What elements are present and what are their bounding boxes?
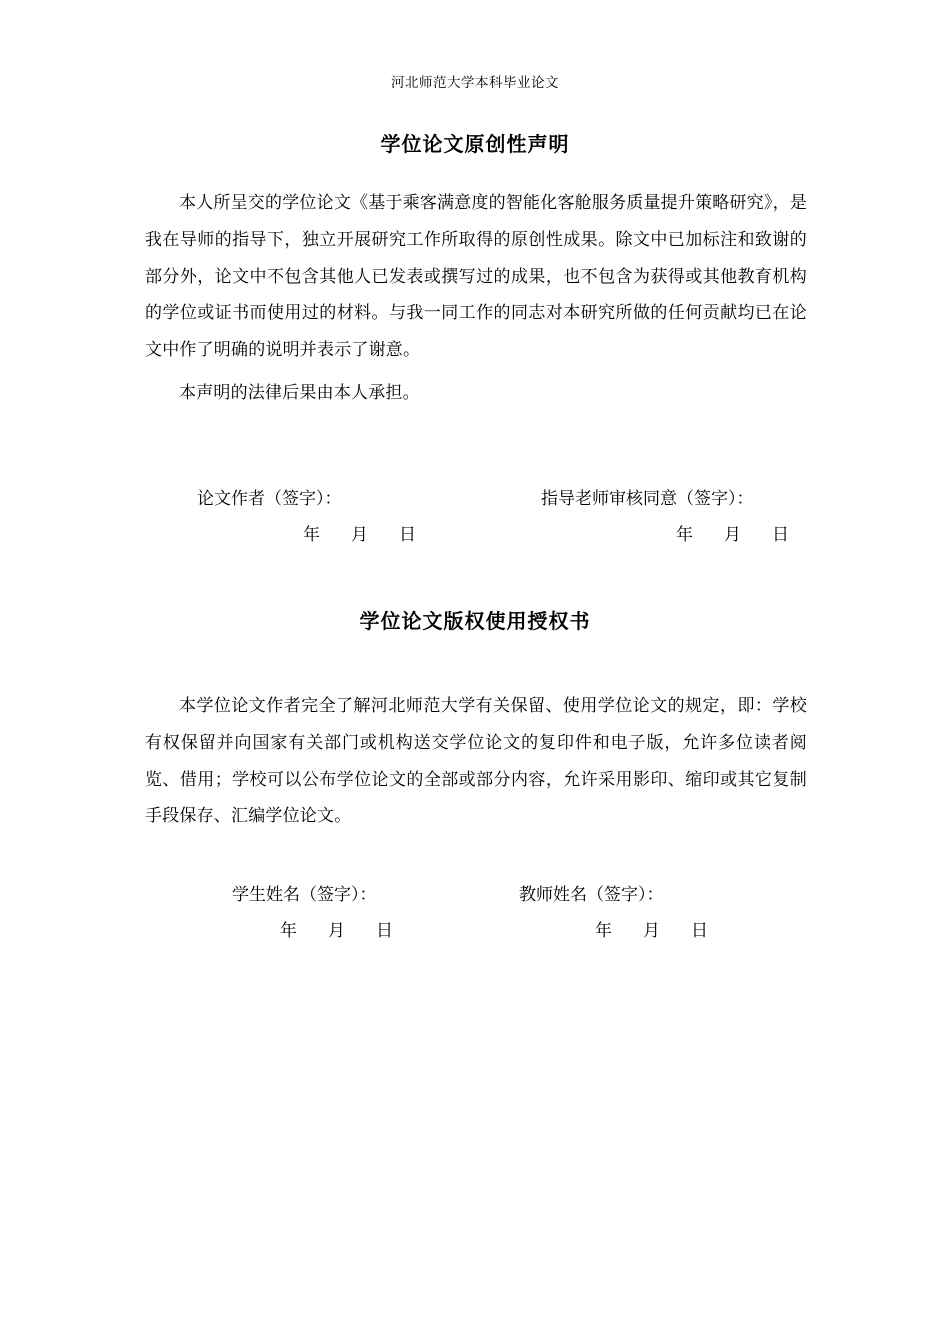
date-month: 月: [643, 921, 660, 941]
legal-responsibility-paragraph: 本声明的法律后果由本人承担。: [179, 383, 420, 403]
date-day: 日: [691, 921, 708, 941]
date-day: 日: [376, 921, 393, 941]
student-signature-label: 学生姓名（签字）：: [232, 885, 377, 905]
author-signature-date: [303, 520, 416, 545]
student-signature-date: [280, 916, 393, 941]
date-month: 月: [328, 921, 345, 941]
teacher-signature-date: [595, 916, 708, 941]
originality-paragraph: 本人所呈交的学位论文《基于乘客满意度的智能化客舱服务质量提升策略研究》，是我在导师的指导下，独立开展研究工作所取得的原创性成果。除文中已加标注和致谢的部分外，论文中不包含其他人已发表或撰写过的成果，也不包含为获得或其他教育机构的学位或证书而使用过的材料。与我一同工作的同志对本研究所做的任何贡献均已在论文中作了明确的说明并表示了谢意。: [145, 193, 807, 361]
date-month: 月: [351, 525, 368, 545]
running-header: 河北师范大学本科毕业论文: [391, 75, 559, 91]
date-year: 年: [595, 921, 612, 941]
author-signature-label: 论文作者（签字）：: [197, 489, 342, 509]
date-year: 年: [676, 525, 693, 545]
date-year: 年: [303, 525, 320, 545]
date-day: 日: [772, 525, 789, 545]
originality-title: 学位论文原创性声明: [380, 132, 570, 156]
advisor-signature-date: [676, 520, 789, 545]
date-day: 日: [399, 525, 416, 545]
date-month: 月: [724, 525, 741, 545]
teacher-signature-label: 教师姓名（签字）：: [519, 885, 664, 905]
copyright-paragraph: 本学位论文作者完全了解河北师范大学有关保留、使用学位论文的规定，即：学校有权保留并向国家有关部门或机构送交学位论文的复印件和电子版，允许多位读者阅览、借用；学校可以公布学位论文的全部或部分内容，允许采用影印、缩印或其它复制手段保存、汇编学位论文。: [145, 696, 807, 827]
copyright-title: 学位论文版权使用授权书: [359, 609, 591, 633]
advisor-signature-label: 指导老师审核同意（签字）：: [541, 489, 754, 509]
date-year: 年: [280, 921, 297, 941]
